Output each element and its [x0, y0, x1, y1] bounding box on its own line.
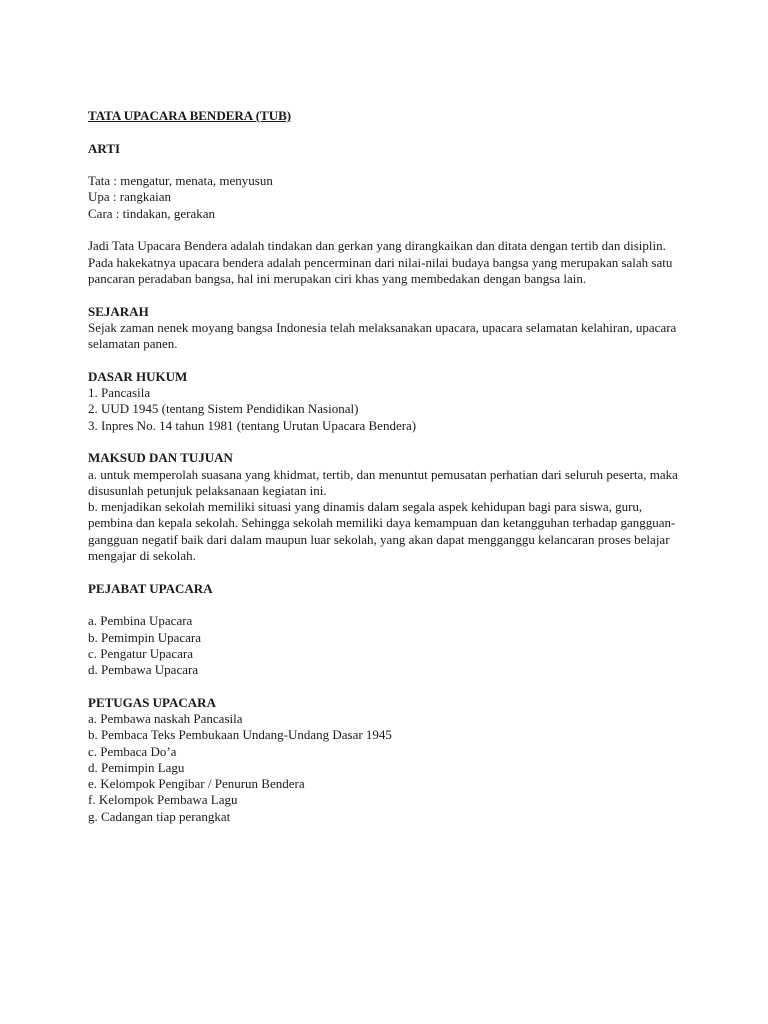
list-item: b. Pemimpin Upacara — [88, 629, 201, 645]
section-heading-arti: ARTI — [88, 140, 121, 156]
section-dasar-hukum — [88, 369, 688, 434]
section-arti — [88, 141, 688, 288]
spacer — [88, 124, 688, 140]
spacer — [88, 222, 688, 238]
section-heading-maksud-tujuan: MAKSUD DAN TUJUAN — [88, 450, 233, 466]
list-item: d. Pembawa Upacara — [88, 662, 199, 678]
spacer — [88, 287, 688, 303]
section-heading-dasar-hukum: DASAR HUKUM — [88, 368, 188, 384]
section-heading-pejabat-upacara: PEJABAT UPACARA — [88, 580, 213, 596]
list-item: 3. Inpres No. 14 tahun 1981 (tentang Urutan Upacara Bendera) — [88, 417, 417, 433]
list-item: a. Pembawa naskah Pancasila — [88, 710, 243, 726]
list-item: c. Pembaca Do’a — [88, 743, 177, 759]
list-item: d. Pemimpin Lagu — [88, 759, 185, 775]
section-pejabat-upacara — [88, 581, 688, 679]
section-heading-petugas-upacara: PETUGAS UPACARA — [88, 694, 216, 710]
definition-item: Upa : rangkaian — [88, 189, 172, 205]
arti-paragraph: Jadi Tata Upacara Bendera adalah tindakan dan gerkan yang dirangkaikan dan ditata dengan tertib dan disiplin. Pada hakekatnya upacara bendera adalah pencerminan dari nilai-nilai budaya bangsa yang merupakan salah satu pancaran peradaban bangsa, hal ini merupakan ciri khas yang membedakan dengan bangsa lain. — [88, 238, 673, 286]
list-item: 2. UUD 1945 (tentang Sistem Pendidikan Nasional) — [88, 401, 359, 417]
list-item: b. menjadikan sekolah memiliki situasi yang dinamis dalam segala aspek kehidupan bagi para siswa, guru, pembina dan kepala sekolah. Sehingga sekolah memiliki daya kemampuan dan ketangguhan terhadap gangguan-gangguan negatif baik dari dalam maupun luar sekolah, yang akan dapat mengganggu kelancaran proses belajar mengajar di sekolah. — [88, 499, 676, 564]
sejarah-paragraph: Sejak zaman nenek moyang bangsa Indonesia telah melaksanakan upacara, upacara selamatan kelahiran, upacara selamatan panen. — [88, 319, 677, 352]
section-heading-sejarah: SEJARAH — [88, 303, 149, 319]
spacer — [88, 564, 688, 580]
section-sejarah — [88, 304, 688, 353]
list-item: e. Kelompok Pengibar / Penurun Bendera — [88, 776, 305, 792]
spacer — [88, 352, 688, 368]
document-title: TATA UPACARA BENDERA (TUB) — [88, 108, 292, 123]
definition-item: Tata : mengatur, menata, menyusun — [88, 173, 273, 189]
spacer — [88, 434, 688, 450]
spacer — [88, 678, 688, 694]
list-item: b. Pembaca Teks Pembukaan Undang-Undang Dasar 1945 — [88, 727, 392, 743]
spacer — [88, 597, 688, 613]
list-item: f. Kelompok Pembawa Lagu — [88, 792, 238, 808]
list-item: g. Cadangan tiap perangkat — [88, 808, 231, 824]
list-item: c. Pengatur Upacara — [88, 645, 194, 661]
definition-item: Cara : tindakan, gerakan — [88, 205, 216, 221]
spacer — [88, 157, 688, 173]
section-petugas-upacara — [88, 695, 688, 825]
document-page — [88, 108, 688, 825]
list-item: 1. Pancasila — [88, 385, 151, 401]
list-item: a. Pembina Upacara — [88, 613, 193, 629]
section-maksud-tujuan — [88, 450, 688, 564]
list-item: a. untuk memperolah suasana yang khidmat, tertib, dan menuntut pemusatan perhatian dari seluruh peserta, maka disusunlah petunjuk pelaksanaan kegiatan ini. — [88, 466, 678, 498]
